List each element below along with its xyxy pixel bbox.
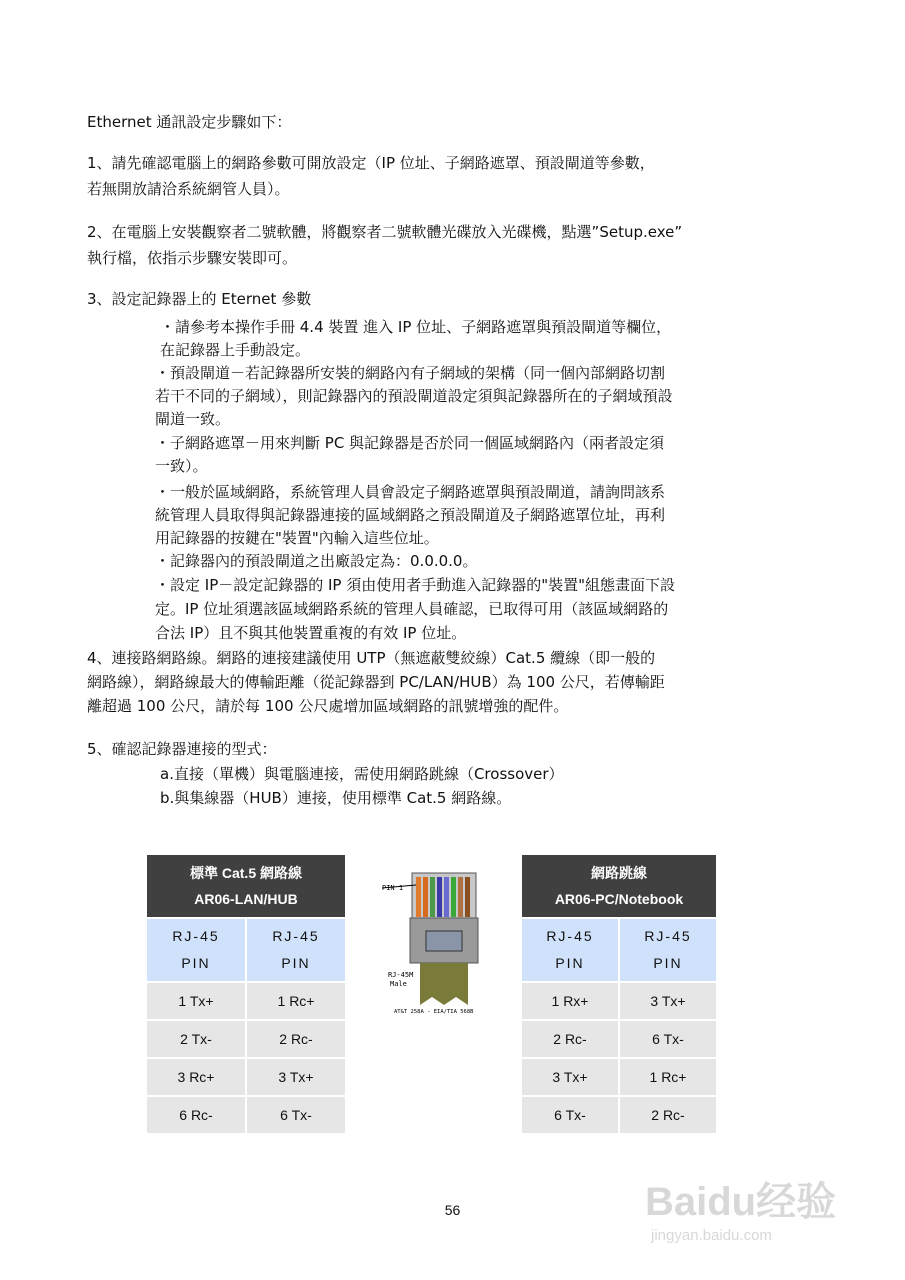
table-row: 1 Tx+ 1 Rc+ bbox=[146, 982, 346, 1020]
text-line: a.直接（單機）與電腦連接，需使用網路跳線（Crossover） bbox=[160, 765, 564, 783]
rj45-connector-diagram bbox=[372, 865, 492, 1015]
text-line: b.與集線器（HUB）連接，使用標準 Cat.5 網路線。 bbox=[160, 789, 512, 807]
text-line: 閘道一致。 bbox=[155, 410, 231, 428]
text-line: 執行檔，依指示步驟安裝即可。 bbox=[87, 249, 298, 267]
table-subtitle: AR06-LAN/HUB bbox=[194, 891, 298, 907]
table-row: 3 Rc+ 3 Tx+ bbox=[146, 1058, 346, 1096]
svg-text:AT&T 258A - EIA/TIA 568B: AT&T 258A - EIA/TIA 568B bbox=[394, 1009, 474, 1015]
page-number: 56 bbox=[444, 1202, 461, 1218]
column-header: RJ-45 PIN bbox=[619, 918, 717, 982]
table-row: 6 Rc- 6 Tx- bbox=[146, 1096, 346, 1134]
text-line: 網路線），網路線最大的傳輸距離（從記錄器到 PC/LAN/HUB）為 100 公尺，若傳輸距 bbox=[87, 673, 665, 691]
table-title: 標準 Cat.5 網路線 bbox=[189, 865, 302, 881]
text-line: ・請參考本操作手冊 4.4 裝置 進入 IP 位址、子網路遮罩與預設閘道等欄位， bbox=[160, 318, 672, 336]
table-subtitle: AR06-PC/Notebook bbox=[554, 891, 684, 907]
svg-text:Male: Male bbox=[390, 980, 407, 988]
text-line: ・設定 IP－設定記錄器的 IP 須由使用者手動進入記錄器的"裝置"組態畫面下設 bbox=[155, 576, 676, 594]
text-line: Ethernet 通訊設定步驟如下： bbox=[87, 113, 292, 131]
pin-label: PIN 1 bbox=[382, 884, 404, 892]
straight-cable-table bbox=[145, 853, 347, 1135]
table-header bbox=[146, 854, 346, 918]
text-line: 2、在電腦上安裝觀察者二號軟體，將觀察者二號軟體光碟放入光碟機，點選”Setup.exe” bbox=[87, 223, 683, 241]
text-line: 若無開放請洽系統網管人員）。 bbox=[87, 180, 290, 198]
text-line: ・一般於區域網路，系統管理人員會設定子網路遮罩與預設閘道，請詢問該系 bbox=[155, 483, 666, 501]
text-line: 若干不同的子網域），則記錄器內的預設閘道設定須與記錄器所在的子網域預設 bbox=[155, 387, 673, 405]
table-title: 網路跳線 bbox=[591, 865, 647, 881]
text-line: ・記錄器內的預設閘道之出廠設定為：0.0.0.0。 bbox=[155, 552, 478, 570]
column-header: RJ-45 PIN bbox=[246, 918, 346, 982]
text-line: 3、設定記錄器上的 Eternet 參數 bbox=[87, 290, 312, 308]
text-line: 統管理人員取得與記錄器連接的區域網路之預設閘道及子網路遮罩位址，再利 bbox=[155, 506, 666, 524]
svg-text:RJ-45M: RJ-45M bbox=[388, 971, 414, 979]
text-line: 4、連接路網路線。網路的連接建議使用 UTP（無遮蔽雙絞線）Cat.5 纜線（即一般的 bbox=[87, 649, 656, 667]
table-header bbox=[521, 854, 717, 918]
text-line: 在記錄器上手動設定。 bbox=[160, 341, 311, 359]
column-header: RJ-45 PIN bbox=[521, 918, 619, 982]
table-row: 2 Tx- 2 Rc- bbox=[146, 1020, 346, 1058]
column-header: RJ-45 PIN bbox=[146, 918, 246, 982]
text-line: 離超過 100 公尺，請於每 100 公尺處增加區域網路的訊號增強的配件。 bbox=[87, 697, 569, 715]
text-line: 定。IP 位址須選該區域網路系統的管理人員確認，已取得可用（該區域網路的 bbox=[155, 600, 669, 618]
text-line: 合法 IP）且不與其他裝置重複的有效 IP 位址。 bbox=[155, 624, 467, 642]
table-row: 2 Rc- 6 Tx- bbox=[521, 1020, 717, 1058]
table-row: 6 Tx- 2 Rc- bbox=[521, 1096, 717, 1134]
text-line: ・子網路遮罩－用來判斷 PC 與記錄器是否於同一個區域網路內（兩者設定須 bbox=[155, 434, 665, 452]
text-line: 一致）。 bbox=[155, 457, 208, 475]
table-row: 1 Rx+ 3 Tx+ bbox=[521, 982, 717, 1020]
text-line: ・預設閘道－若記錄器所安裝的網路內有子網域的架構（同一個內部網路切割 bbox=[155, 364, 666, 382]
table-row: 3 Tx+ 1 Rc+ bbox=[521, 1058, 717, 1096]
text-line: 用記錄器的按鍵在"裝置"內輸入這些位址。 bbox=[155, 529, 439, 547]
crossover-cable-table bbox=[520, 853, 718, 1135]
watermark-logo: Baidu经验 jingyan.baidu.com bbox=[645, 1180, 837, 1244]
text-line: 1、請先確認電腦上的網路參數可開放設定（IP 位址、子網路遮罩、預設閘道等參數， bbox=[87, 154, 655, 172]
text-line: 5、確認記錄器連接的型式： bbox=[87, 740, 277, 758]
